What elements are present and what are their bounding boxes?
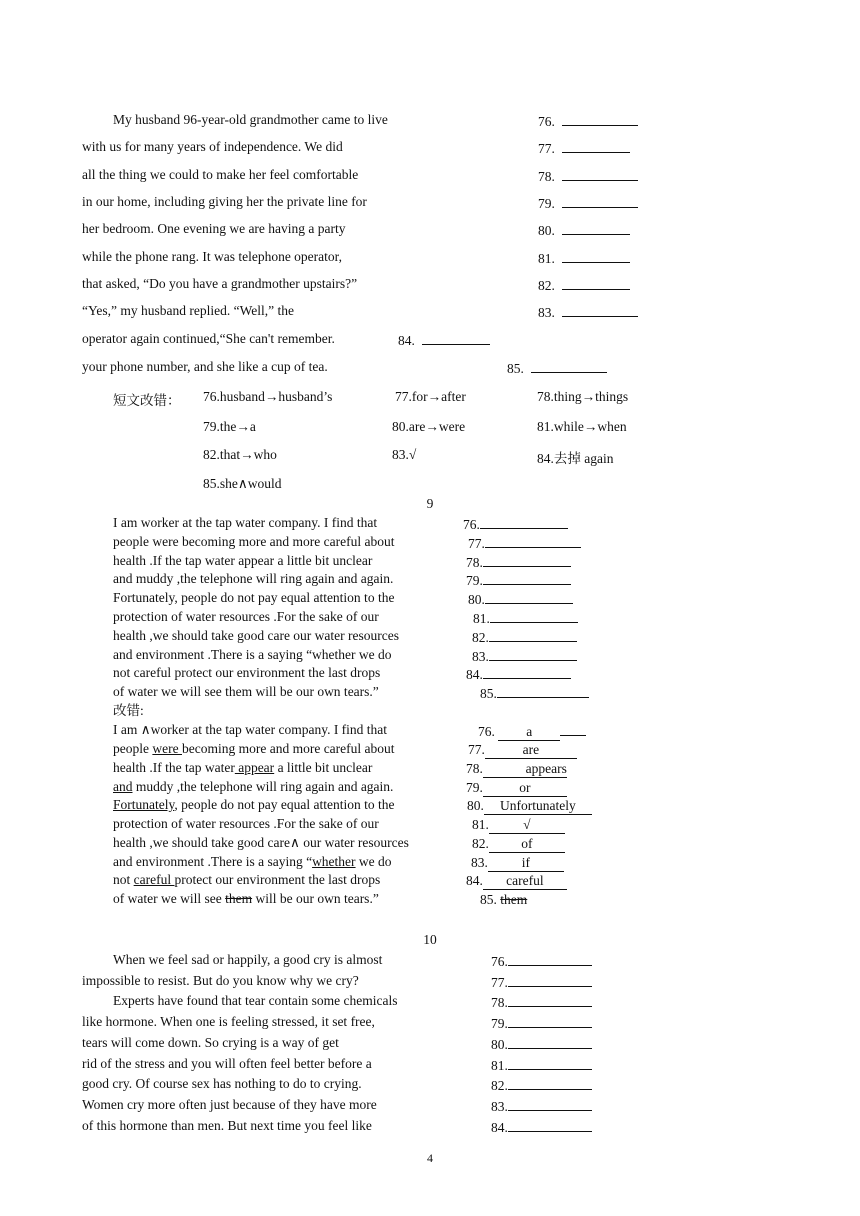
s10-blank-80[interactable]: 80. bbox=[491, 1036, 592, 1053]
s9-blank-76[interactable]: 76. bbox=[463, 516, 568, 533]
answer-81: 81.while→when bbox=[537, 419, 627, 434]
answer-82: 82.that→who bbox=[203, 447, 277, 462]
s9c-line-5: Fortunately, people do not pay equal attention to the bbox=[113, 797, 395, 812]
s8-line-5: her bedroom. One evening we are having a party bbox=[82, 221, 346, 236]
s9-blank-82[interactable]: 82. bbox=[472, 629, 577, 646]
s10-line-1: When we feel sad or happily, a good cry is almost bbox=[113, 952, 383, 967]
s9-blank-83[interactable]: 83. bbox=[472, 648, 577, 665]
s8-line-2: with us for many years of independence. We did bbox=[82, 139, 343, 154]
s9-line-4: and muddy ,the telephone will ring again and again. bbox=[113, 571, 394, 586]
s9-ans-82: 82. of bbox=[472, 836, 565, 853]
s9c-line-8: and environment .There is a saying “whether we do bbox=[113, 854, 392, 869]
s8-line-6: while the phone rang. It was telephone operator, bbox=[82, 249, 342, 264]
insert-mark: ∧ bbox=[140, 722, 151, 737]
s8-blank-77[interactable]: 77. bbox=[538, 140, 630, 157]
s10-blank-82[interactable]: 82. bbox=[491, 1077, 592, 1094]
answer-key-label: 短文改错： bbox=[113, 393, 181, 408]
s9-ans-76: 76. a bbox=[478, 723, 586, 741]
s8-line-10: your phone number, and she like a cup of tea. bbox=[82, 359, 328, 374]
s9-ans-79: 79. or bbox=[466, 780, 567, 797]
s8-line-3: all the thing we could to make her feel comfortable bbox=[82, 167, 359, 182]
s9-line-3: health .If the tap water appear a little bit unclear bbox=[113, 553, 373, 568]
answer-76: 76.husband→husband’s bbox=[203, 389, 333, 404]
s10-line-9: of this hormone than men. But next time you feel like bbox=[82, 1118, 372, 1133]
s9-line-1: I am worker at the tap water company. I find that bbox=[113, 515, 378, 530]
s10-blank-79[interactable]: 79. bbox=[491, 1015, 592, 1032]
s9-line-7: health ,we should take good care our water resources bbox=[113, 628, 400, 643]
s9-ans-78: 78. appears bbox=[466, 761, 567, 776]
correction-label: 改错: bbox=[113, 703, 144, 718]
s9c-line-7: health ,we should take good care∧ our water resources bbox=[113, 835, 409, 850]
s9-line-5: Fortunately, people do not pay equal attention to the bbox=[113, 590, 395, 605]
s8-blank-79[interactable]: 79. bbox=[538, 195, 638, 212]
s9-blank-81[interactable]: 81. bbox=[473, 610, 578, 627]
s9-line-2: people were becoming more and more careful about bbox=[113, 534, 395, 549]
s10-blank-84[interactable]: 84. bbox=[491, 1119, 592, 1136]
s9-ans-84: 84. careful bbox=[466, 873, 567, 890]
s9c-line-1: I am ∧worker at the tap water company. I find that bbox=[113, 722, 388, 737]
s8-line-7: that asked, “Do you have a grandmother upstairs?” bbox=[82, 276, 358, 291]
s9c-line-4: and muddy ,the telephone will ring again and again. bbox=[113, 779, 394, 794]
s9-ans-80: 80. Unfortunately bbox=[467, 798, 592, 815]
s9-blank-80[interactable]: 80. bbox=[468, 591, 573, 608]
s10-line-5: tears will come down. So crying is a way of get bbox=[82, 1035, 339, 1050]
insert-mark: ∧ bbox=[289, 835, 300, 850]
s9-blank-77[interactable]: 77. bbox=[468, 535, 581, 552]
answer-80: 80.are→were bbox=[392, 419, 466, 434]
s9-blank-85[interactable]: 85. bbox=[480, 685, 589, 702]
answer-85: 85.she∧would bbox=[203, 476, 282, 491]
s8-blank-76[interactable]: 76. bbox=[538, 113, 638, 130]
s8-blank-84[interactable]: 84. bbox=[398, 332, 490, 349]
s8-blank-85[interactable]: 85. bbox=[507, 360, 607, 377]
s10-line-7: good cry. Of course sex has nothing to do to crying. bbox=[82, 1076, 362, 1091]
s9c-line-6: protection of water resources .For the sake of our bbox=[113, 816, 379, 831]
section10-number: 10 bbox=[423, 932, 437, 947]
s10-blank-78[interactable]: 78. bbox=[491, 994, 592, 1011]
s8-line-9: operator again continued,“She can't remember. bbox=[82, 331, 335, 346]
s10-blank-77[interactable]: 77. bbox=[491, 974, 592, 991]
s10-line-3: Experts have found that tear contain some chemicals bbox=[113, 993, 398, 1008]
s9-blank-78[interactable]: 78. bbox=[466, 554, 571, 571]
s8-line-1: My husband 96-year-old grandmother came to live bbox=[113, 112, 388, 127]
s8-blank-81[interactable]: 81. bbox=[538, 250, 630, 267]
answer-77: 77.for→after bbox=[395, 389, 466, 404]
s10-line-4: like hormone. When one is feeling stressed, it set free, bbox=[82, 1014, 375, 1029]
s10-line-2: impossible to resist. But do you know why we cry? bbox=[82, 973, 359, 988]
s9-line-10: of water we will see them will be our own tears.” bbox=[113, 684, 379, 699]
s9c-line-2: people were becoming more and more careful about bbox=[113, 741, 395, 756]
s9c-line-3: health .If the tap water appear a little bit unclear bbox=[113, 760, 373, 775]
page-number: 4 bbox=[427, 1151, 433, 1165]
s10-line-6: rid of the stress and you will often feel better before a bbox=[82, 1056, 372, 1071]
answer-83: 83.√ bbox=[392, 447, 417, 462]
s8-line-8: “Yes,” my husband replied. “Well,” the bbox=[82, 303, 294, 318]
s10-line-8: Women cry more often just because of they have more bbox=[82, 1097, 377, 1112]
answer-78: 78.thing→things bbox=[537, 389, 629, 404]
s9c-line-10: of water we will see them will be our own tears.” bbox=[113, 891, 379, 906]
answer-79: 79.the→a bbox=[203, 419, 256, 434]
answer-84: 84.去掉 again bbox=[537, 451, 614, 466]
s8-blank-83[interactable]: 83. bbox=[538, 304, 638, 321]
s9-blank-84[interactable]: 84. bbox=[466, 666, 571, 683]
s9-ans-83: 83. if bbox=[471, 855, 564, 872]
s8-blank-82[interactable]: 82. bbox=[538, 277, 630, 294]
s9-blank-79[interactable]: 79. bbox=[466, 572, 571, 589]
s8-blank-80[interactable]: 80. bbox=[538, 222, 630, 239]
section9-number: 9 bbox=[426, 496, 434, 511]
s9-line-8: and environment .There is a saying “whether we do bbox=[113, 647, 392, 662]
s10-blank-81[interactable]: 81. bbox=[491, 1057, 592, 1074]
s9-ans-85: 85. them bbox=[480, 892, 528, 907]
s8-line-4: in our home, including giving her the private line for bbox=[82, 194, 367, 209]
s10-blank-83[interactable]: 83. bbox=[491, 1098, 592, 1115]
s9-line-6: protection of water resources .For the sake of our bbox=[113, 609, 379, 624]
s9-ans-81: 81. √ bbox=[472, 817, 565, 834]
s9-line-9: not careful protect our environment the last drops bbox=[113, 665, 381, 680]
s9c-line-9: not careful protect our environment the last drops bbox=[113, 872, 381, 887]
s9-ans-77: 77. are bbox=[468, 742, 577, 759]
s8-blank-78[interactable]: 78. bbox=[538, 168, 638, 185]
s10-blank-76[interactable]: 76. bbox=[491, 953, 592, 970]
